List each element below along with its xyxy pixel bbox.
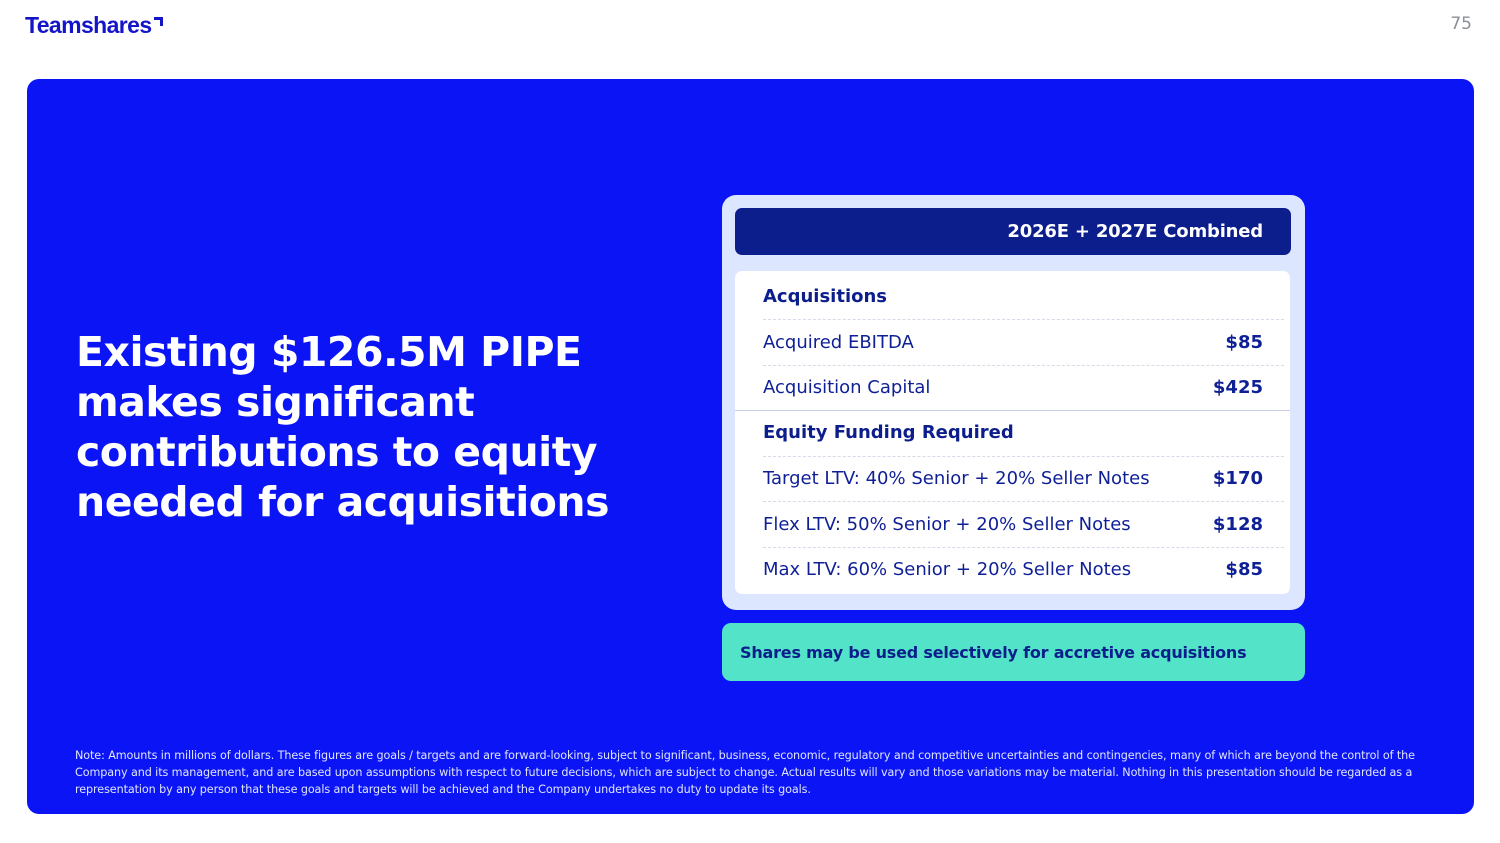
logo-corner-mark-icon [154,17,163,26]
slide-headline: Existing $126.5M PIPE makes significant contributions to equity needed for acquisitions [76,328,610,526]
row-value: $85 [1225,559,1263,580]
teamshares-logo [25,12,163,39]
row-label: Flex LTV: 50% Senior + 20% Seller Notes [763,514,1131,535]
table-row [763,365,1263,410]
row-label: Acquired EBITDA [763,332,914,353]
table-row [763,502,1263,547]
section-title: Acquisitions [763,286,888,307]
footnote: Note: Amounts in millions of dollars. These figures are goals / targets and are forward-looking, subject to significant, business, economic, regulatory and competitive uncertainties and contingencies, many of which are beyond the control of the Company and its management, and are based upon assumptions with respect to future decisions, which are subject to change. Actual results will vary and those variations may be material. Nothing in this presentation should be regarded as a representation by any person that these goals and targets will be achieved and the Company undertakes no duty to update its goals. [75,749,1415,796]
logo-text: Teamshares [25,12,152,38]
row-value: $425 [1212,377,1263,398]
equity-funding-card [722,195,1305,610]
page-number: 75 [1450,14,1472,34]
section-title: Equity Funding Required [763,422,1014,443]
row-label: Target LTV: 40% Senior + 20% Seller Notes [763,468,1150,489]
section-title-equity-funding [763,410,1263,455]
row-value: $170 [1212,468,1263,489]
shares-callout: Shares may be used selectively for accretive acquisitions [722,623,1305,681]
row-label: Acquisition Capital [763,377,931,398]
table-row [763,547,1263,592]
row-label: Max LTV: 60% Senior + 20% Seller Notes [763,559,1132,580]
table-body [735,271,1290,594]
section-title-acquisitions [763,274,1263,319]
table-row [763,320,1263,365]
row-value: $85 [1225,332,1263,353]
table-row [763,456,1263,501]
slide-panel [27,79,1474,814]
table-header: 2026E + 2027E Combined [735,208,1291,255]
row-value: $128 [1212,514,1263,535]
